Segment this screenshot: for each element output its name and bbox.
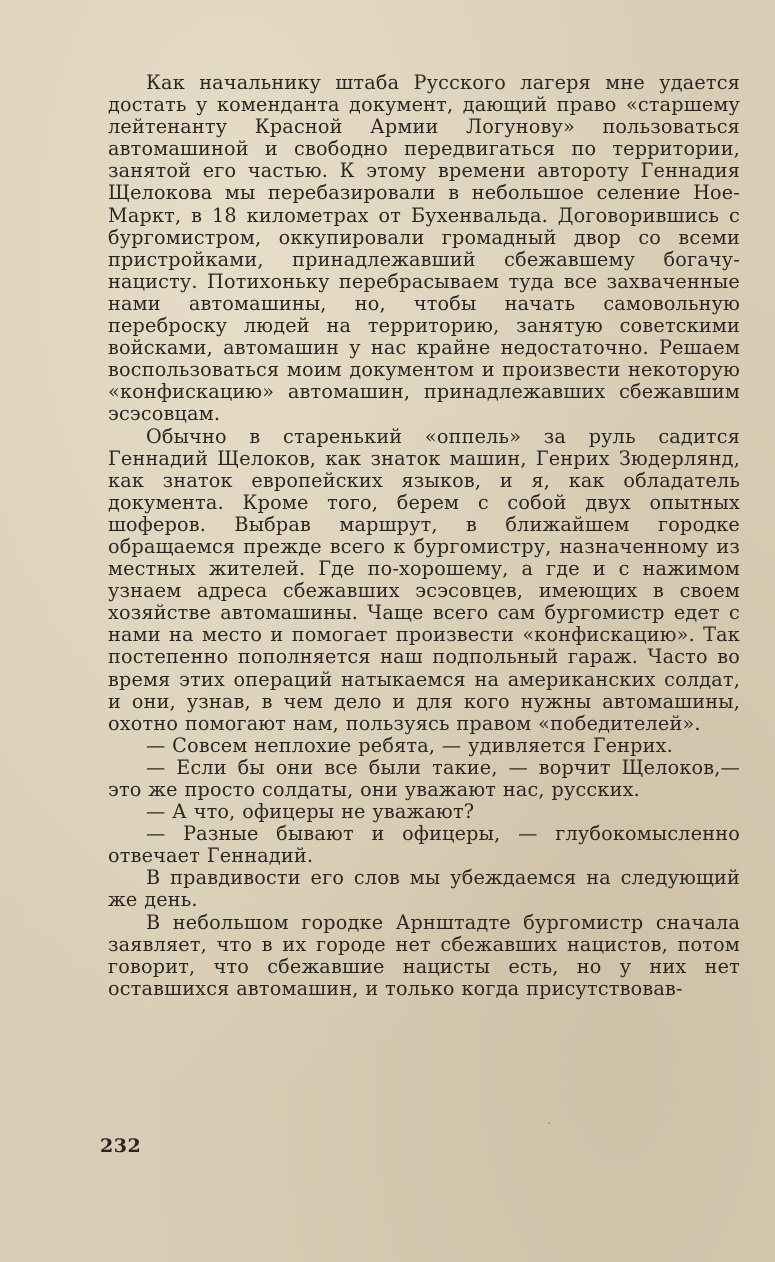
paragraph-4: — Если бы они все были такие, — ворчит Щелоков,— это же просто солдаты, они уважают нас, русских. xyxy=(108,755,740,801)
paragraph-2: Обычно в старенький «оппель» за руль садится Геннадий Щелоков, как знаток машин, Генрих Зюдерлянд, как знаток европейских языков, и я, как обладатель документа. Кроме того, берем с собой двух опытных шоферов. Выбрав маршрут, в ближайшем городке обращаемся прежде всего к бургомистру, назначенному из местных жителей. Где по-хорошему, а где и с нажимом узнаем адреса сбежавших эсэсовцев, имеющих в своем хозяйстве автомашины. Чаще всего сам бургомистр едет с нами на место и помогает произвести «конфискацию». Так постепенно пополняется наш подпольный гараж. Часто во время этих операций натыкаемся на американских солдат, и они, узнав, в чем дело и для кого нужны автомашины, охотно помогают нам, пользуясь правом «победителей». xyxy=(108,424,740,735)
paragraph-8: В небольшом городке Арнштадте бургомистр сначала заявляет, что в их городе нет сбежавших нацистов, потом говорит, что сбежавшие нацисты есть, но у них нет оставшихся автомашин, и только когда присутствовав- xyxy=(108,910,740,1000)
paragraph-3: — Совсем неплохие ребята, — удивляется Генрих. xyxy=(146,733,673,757)
paper-speck xyxy=(121,985,123,987)
paragraph-5: — А что, офицеры не уважают? xyxy=(146,800,475,824)
paper-speck xyxy=(548,1122,550,1124)
body-text xyxy=(108,72,740,1000)
page-number: 232 xyxy=(100,1135,142,1157)
paragraph-6: — Разные бывают и офицеры, — глубокомысленно отвечает Геннадий. xyxy=(108,822,740,868)
paragraph-7: В правдивости его слов мы убеждаемся на следующий же день. xyxy=(108,866,740,912)
paragraph-1: Как начальнику штаба Русского лагеря мне удается достать у коменданта документ, дающий право «старшему лейтенанту Красной Армии Логунову» пользоваться автомашиной и свободно передвигаться по территории, занятой его частью. К этому времени автороту Геннадия Щелокова мы перебазировали в небольшое селение Ное-Маркт, в 18 километрах от Бухенвальда. Договорившись с бургомистром, оккупировали громадный двор со всеми пристройками, принадлежавший сбежавшему богачу-нацисту. Потихоньку перебрасываем туда все захваченные нами автомашины, но, чтобы начать самовольную переброску людей на территорию, занятую советскими войсками, автомашин у нас крайне недостаточно. Решаем воспользоваться моим документом и произвести некоторую «конфискацию» автомашин, принадлежавших сбежавшим эсэсовцам. xyxy=(108,71,740,426)
paper-speck xyxy=(152,78,154,80)
